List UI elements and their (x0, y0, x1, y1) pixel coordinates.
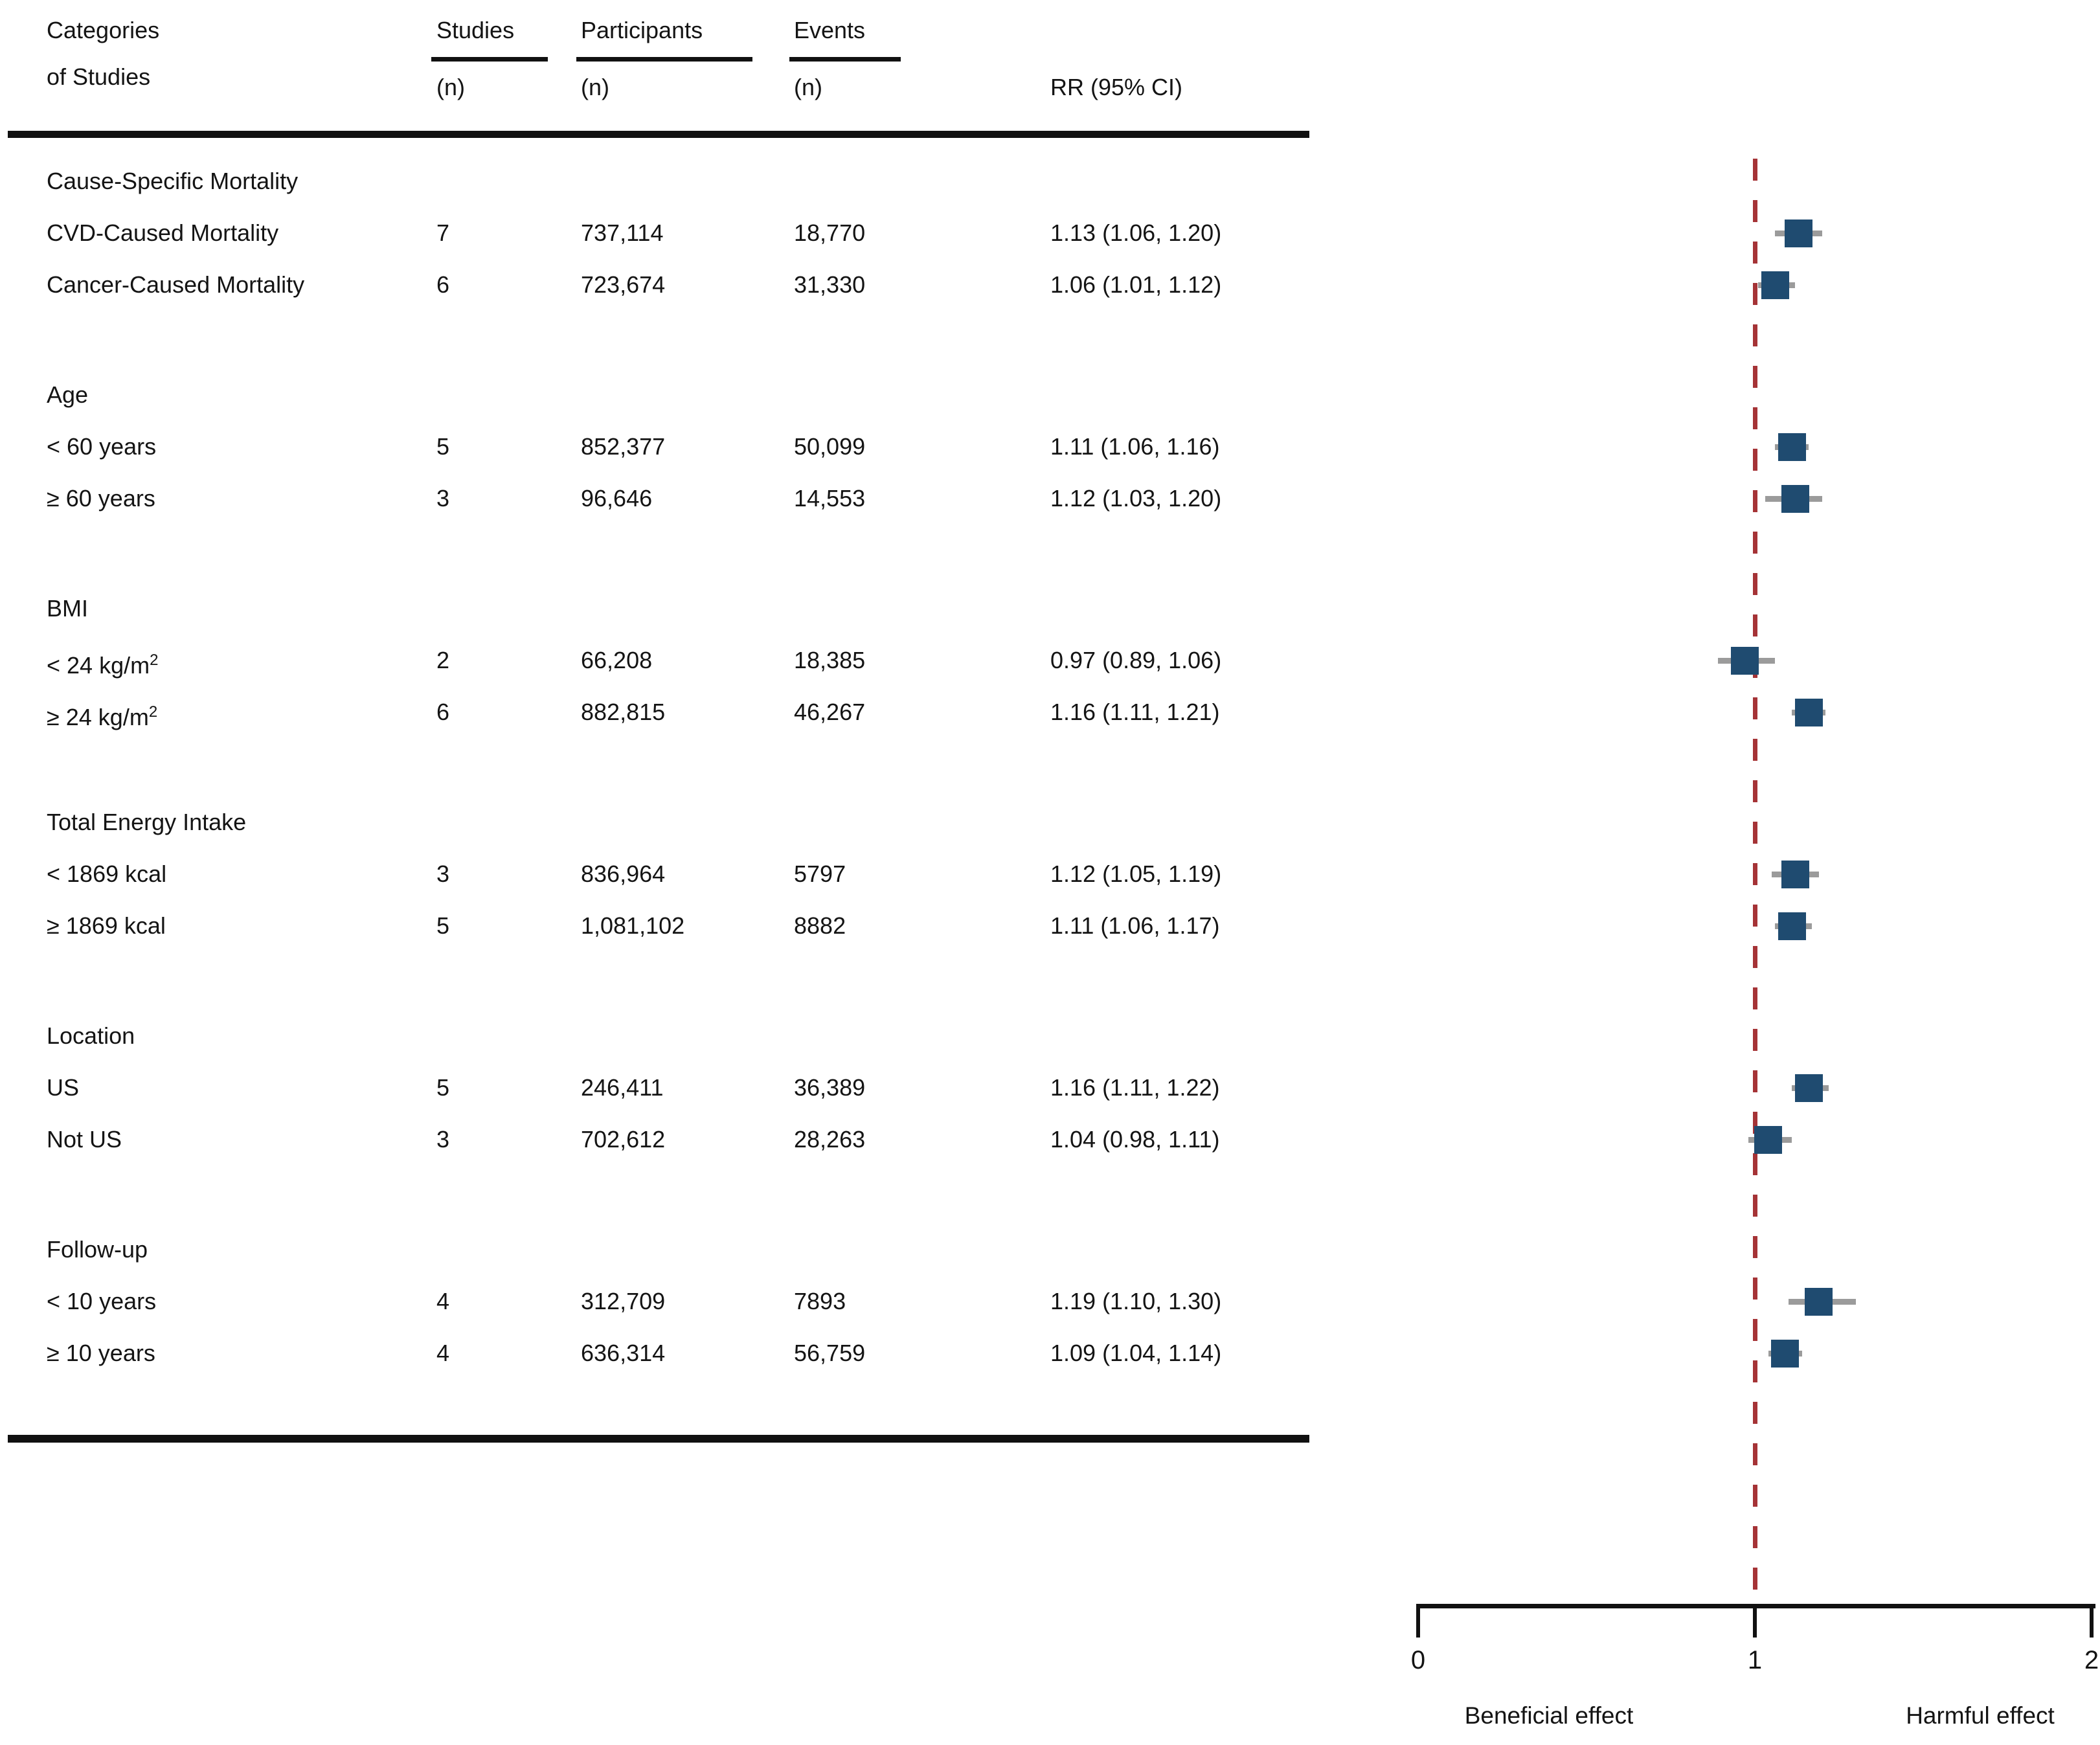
axis-tick (1416, 1604, 1420, 1638)
beneficial-effect-label: Beneficial effect (1464, 1702, 1634, 1729)
point-estimate-square (1781, 861, 1809, 888)
point-estimate-square (1781, 485, 1809, 513)
column-header-rr-ci: RR (95% CI) (1050, 74, 1183, 100)
rr-ci-value: 1.13 (1.06, 1.20) (1050, 220, 1222, 246)
row-label: < 10 years (47, 1288, 157, 1314)
rr-ci-value: 1.11 (1.06, 1.17) (1050, 912, 1220, 939)
axis-tick-label: 1 (1747, 1646, 1763, 1674)
table-top-rule (8, 131, 1309, 138)
column-header-events-n: (n) (794, 74, 822, 100)
rr-ci-value: 1.19 (1.10, 1.30) (1050, 1288, 1222, 1314)
section-label: Age (47, 381, 89, 408)
events-value: 18,770 (794, 220, 866, 246)
column-header-categories-line2: of Studies (47, 63, 151, 90)
row-label: < 60 years (47, 433, 157, 460)
axis-tick (2090, 1604, 2094, 1638)
point-estimate-square (1754, 1126, 1782, 1154)
events-value: 31,330 (794, 271, 866, 298)
events-value: 5797 (794, 861, 846, 887)
participants-value: 702,612 (581, 1126, 666, 1153)
participants-value: 852,377 (581, 433, 666, 460)
participants-value: 96,646 (581, 485, 653, 512)
point-estimate-square (1795, 1074, 1823, 1102)
point-estimate-square (1778, 912, 1806, 940)
row-label: US (47, 1074, 80, 1101)
row-label: < 1869 kcal (47, 861, 167, 887)
section-label: BMI (47, 595, 89, 622)
studies-value: 2 (436, 647, 450, 673)
events-value: 14,553 (794, 485, 866, 512)
superscript: 2 (148, 703, 158, 721)
participants-value: 882,815 (581, 699, 666, 725)
rr-ci-value: 1.06 (1.01, 1.12) (1050, 271, 1222, 298)
studies-value: 3 (436, 485, 450, 512)
events-value: 50,099 (794, 433, 866, 460)
participants-value: 737,114 (581, 220, 664, 246)
events-value: 7893 (794, 1288, 846, 1314)
rr-ci-value: 1.12 (1.05, 1.19) (1050, 861, 1222, 887)
point-estimate-square (1731, 647, 1759, 675)
point-estimate-square (1761, 271, 1789, 299)
rr-ci-value: 1.09 (1.04, 1.14) (1050, 1340, 1222, 1366)
rr-ci-value: 1.12 (1.03, 1.20) (1050, 485, 1222, 512)
studies-value: 7 (436, 220, 450, 246)
point-estimate-square (1785, 220, 1812, 247)
section-label: Cause-Specific Mortality (47, 168, 299, 194)
studies-value: 3 (436, 1126, 450, 1153)
column-header-participants-n: (n) (581, 74, 609, 100)
point-estimate-square (1805, 1288, 1833, 1316)
axis-tick (1753, 1604, 1757, 1638)
column-header-events: Events (794, 17, 866, 43)
rr-ci-value: 1.16 (1.11, 1.22) (1050, 1074, 1220, 1101)
events-value: 28,263 (794, 1126, 866, 1153)
row-label: Not US (47, 1126, 122, 1153)
participants-value: 312,709 (581, 1288, 666, 1314)
row-label: ≥ 24 $kg/m^2$ (47, 703, 158, 730)
studies-value: 5 (436, 1074, 450, 1101)
row-label: CVD-Caused Mortality (47, 220, 279, 246)
point-estimate-square (1771, 1340, 1799, 1368)
events-value: 46,267 (794, 699, 866, 725)
studies-value: 6 (436, 699, 450, 725)
harmful-effect-label: Harmful effect (1906, 1702, 2055, 1729)
events-value: 18,385 (794, 647, 866, 673)
events-value: 8882 (794, 912, 846, 939)
section-label: Location (47, 1022, 135, 1049)
participants-value: 66,208 (581, 647, 653, 673)
column-header-studies: Studies (436, 17, 515, 43)
events-value: 56,759 (794, 1340, 866, 1366)
events-value: 36,389 (794, 1074, 866, 1101)
rr-ci-value: 1.16 (1.11, 1.21) (1050, 699, 1220, 725)
column-header-studies-n: (n) (436, 74, 465, 100)
axis-tick-label: 0 (1410, 1646, 1426, 1674)
row-label: Cancer-Caused Mortality (47, 271, 305, 298)
point-estimate-square (1795, 699, 1823, 726)
studies-value: 6 (436, 271, 450, 298)
rr-ci-value: 1.11 (1.06, 1.16) (1050, 433, 1220, 460)
axis-tick-label: 2 (2084, 1646, 2099, 1674)
row-label: < 24 $kg/m^2$ (47, 651, 159, 679)
reference-line (1753, 159, 1757, 1606)
studies-header-underline (431, 57, 548, 62)
column-header-participants: Participants (581, 17, 703, 43)
studies-value: 4 (436, 1288, 450, 1314)
row-label: ≥ 60 years (47, 485, 155, 512)
events-header-underline (789, 57, 901, 62)
rr-ci-value: 1.04 (0.98, 1.11) (1050, 1126, 1220, 1153)
studies-value: 5 (436, 912, 450, 939)
row-label: ≥ 1869 kcal (47, 912, 166, 939)
rr-ci-value: 0.97 (0.89, 1.06) (1050, 647, 1222, 673)
participants-value: 1,081,102 (581, 912, 685, 939)
studies-value: 4 (436, 1340, 450, 1366)
section-label: Total Energy Intake (47, 809, 247, 835)
participants-value: 636,314 (581, 1340, 666, 1366)
superscript: 2 (150, 651, 159, 669)
point-estimate-square (1778, 433, 1806, 461)
section-label: Follow-up (47, 1236, 148, 1263)
participants-value: 836,964 (581, 861, 666, 887)
column-header-categories-line1: Categories (47, 17, 160, 43)
participants-header-underline (576, 57, 752, 62)
studies-value: 3 (436, 861, 450, 887)
participants-value: 246,411 (581, 1074, 664, 1101)
studies-value: 5 (436, 433, 450, 460)
participants-value: 723,674 (581, 271, 666, 298)
table-bottom-rule (8, 1435, 1309, 1443)
row-label: ≥ 10 years (47, 1340, 155, 1366)
